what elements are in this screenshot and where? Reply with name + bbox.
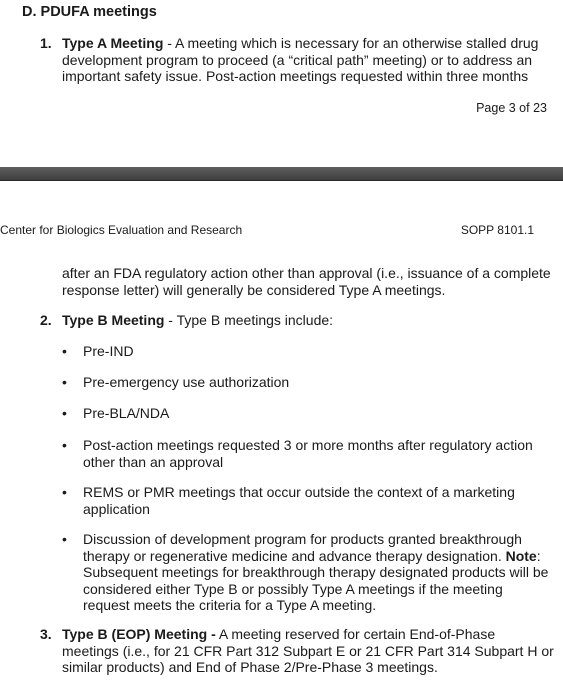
section-title: D. PDUFA meetings <box>22 4 157 20</box>
item-heading: Type B Meeting <box>62 312 165 328</box>
header-document-id: SOPP 8101.1 <box>460 223 534 237</box>
item-body <box>62 312 555 329</box>
page-break-divider <box>0 167 563 181</box>
bullet-icon: • <box>62 531 67 547</box>
note-text: : Subsequent meetings for breakthrough therapy designated products will be considered either Type B or possibly Type A meetings if the meeting request meets the criteria for a Type A meeting. <box>83 547 549 614</box>
list-item-type-b-eop <box>40 626 555 676</box>
note-label: Note <box>505 547 537 564</box>
item-number: 1. <box>40 35 52 51</box>
item-text: A meeting reserved for certain End-of-Phase meetings (i.e., for 21 CFR Part 312 Subpart E or 21 CFR Part 314 Subpart H or similar products) and End of Phase 2/Pre-Phase 3 meetings. <box>62 626 554 676</box>
item-text: - Type B meetings include: <box>164 312 334 328</box>
bullet-text <box>83 531 552 614</box>
header-organization: Center for Biologics Evaluation and Research <box>0 223 243 237</box>
list-item-type-b <box>40 312 555 329</box>
bullet-text: REMS or PMR meetings that occur outside the context of a marketing application <box>83 484 515 517</box>
list-item-type-a <box>40 35 555 85</box>
item-number: 3. <box>40 626 52 642</box>
bullet-item <box>62 531 552 614</box>
bullet-icon: • <box>62 374 67 390</box>
bullet-item <box>62 374 552 391</box>
item-body: after an FDA regulatory action other than approval (i.e., issuance of a complete response letter) will generally be considered Type A meetings. <box>62 265 551 298</box>
list-item-type-a-continued <box>40 265 555 298</box>
bullet-text: Post-action meetings requested 3 or more months after regulatory action other than an approval <box>83 437 533 470</box>
bullet-text: Pre-BLA/NDA <box>83 405 170 421</box>
item-text: - A meeting which is necessary for an otherwise stalled drug development program to proceed (a “critical path” meeting) or to address an important safety issue. Post-action meetings requested within three months <box>62 35 539 85</box>
item-heading: Type A Meeting <box>62 35 164 51</box>
item-heading: Type B (EOP) Meeting - <box>62 626 216 642</box>
item-number: 2. <box>40 312 52 328</box>
bullet-item <box>62 405 552 422</box>
bullet-item <box>62 484 552 517</box>
bullet-icon: • <box>62 405 67 421</box>
page-number: Page 3 of 23 <box>476 101 547 115</box>
bullet-text: Pre-IND <box>83 343 134 359</box>
bullet-icon: • <box>62 343 67 359</box>
bullet-item <box>62 437 552 470</box>
bullet-text-main: Discussion of development program for products granted breakthrough therapy or regenerative medicine and advance therapy designation. <box>83 531 522 564</box>
item-body <box>62 626 555 676</box>
bullet-text: Pre-emergency use authorization <box>83 374 290 390</box>
bullet-item <box>62 343 552 360</box>
bullet-icon: • <box>62 484 67 500</box>
item-body <box>62 35 555 85</box>
bullet-icon: • <box>62 437 67 453</box>
